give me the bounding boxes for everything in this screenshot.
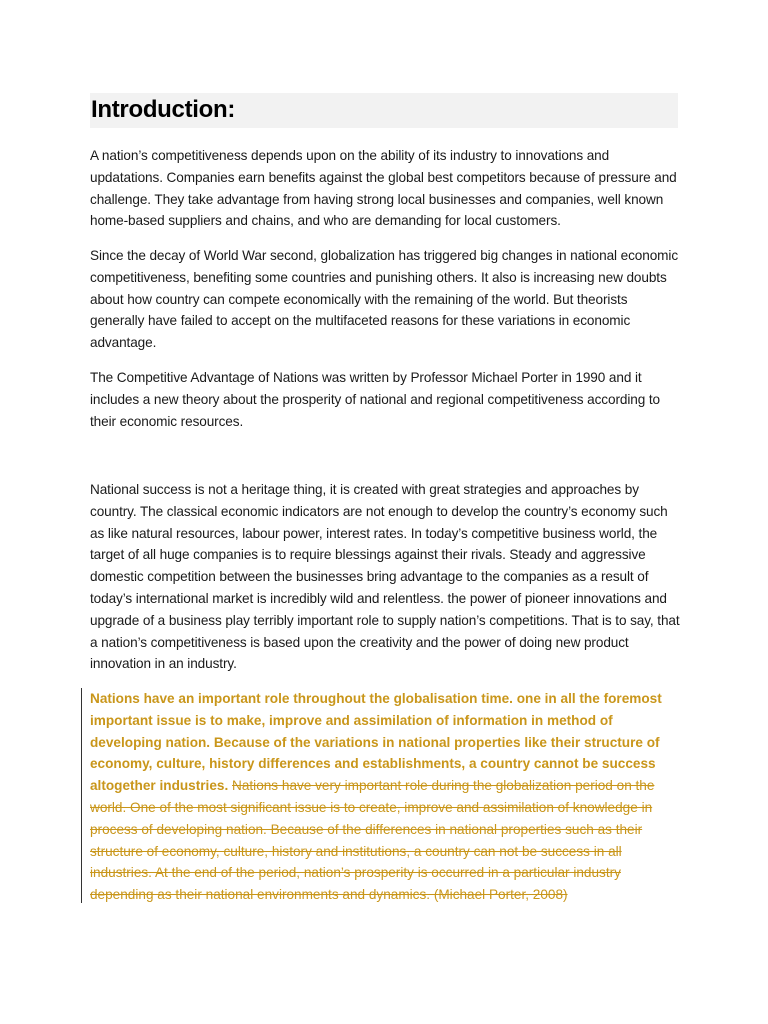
tracked-change-paragraph [90, 688, 682, 906]
heading-block [90, 93, 678, 128]
section-heading: Introduction: [91, 96, 236, 123]
change-bar [81, 688, 82, 903]
paragraph-3: The Competitive Advantage of Nations was written by Professor Michael Porter in 1990 and it includes a new theory about the prosperity of national and regional competitiveness according to their economic resources. [90, 370, 661, 429]
paragraph-2: Since the decay of World War second, globalization has triggered big changes in national economic competitiveness, benefiting some countries and punishing others. It also is increasing new doubts about how country can compete economically with the remaining of the world. But theorists generally have failed to accept on the multifaceted reasons for these variations in economic advantage. [90, 248, 679, 351]
paragraph-4: National success is not a heritage thing, it is created with great strategies and approaches by country. The classical economic indicators are not enough to develop the country’s economy such as like natural resources, labour power, interest rates. In today’s competitive business world, the target of all huge companies is to require blessings against their rivals. Steady and aggressive domestic competition between the businesses bring advantage to the companies as a result of today’s international market is incredibly wild and relentless. the power of pioneer innovations and upgrade of a business play terribly important role to supply nation’s competitions. That is to say, that a nation’s competitiveness is based upon the creativity and the power of doing new product innovation in an industry. [90, 482, 680, 672]
deleted-text: Nations have very important role during the globalization period on the world. One of the most significant issue is to create, improve and assimilation of knowledge in process of developing nation. Because of the differences in national properties such as their structure of economy, culture, history and institutions, a country can not be success in all industries. At the end of the period, nation’s prosperity is occurred in a particular industry depending as their national environments and dynamics. (Michael Porter, 2008) [90, 778, 655, 903]
inserted-text: Nations have an important role throughout the globalisation time. one in all the foremost important issue is to make, improve and assimilation of information in method of developing nation. Because of the variations in national properties like their structure of economy, culture, history differences and establishments, a country cannot be success altogether industries. [90, 691, 662, 794]
paragraph-1: A nation’s competitiveness depends upon on the ability of its industry to innovations and updatations. Companies earn benefits against the global best competitors because of pressure and challenge. They take advantage from having strong local businesses and companies, well known home-based suppliers and chains, and who are demanding for local customers. [90, 148, 677, 229]
